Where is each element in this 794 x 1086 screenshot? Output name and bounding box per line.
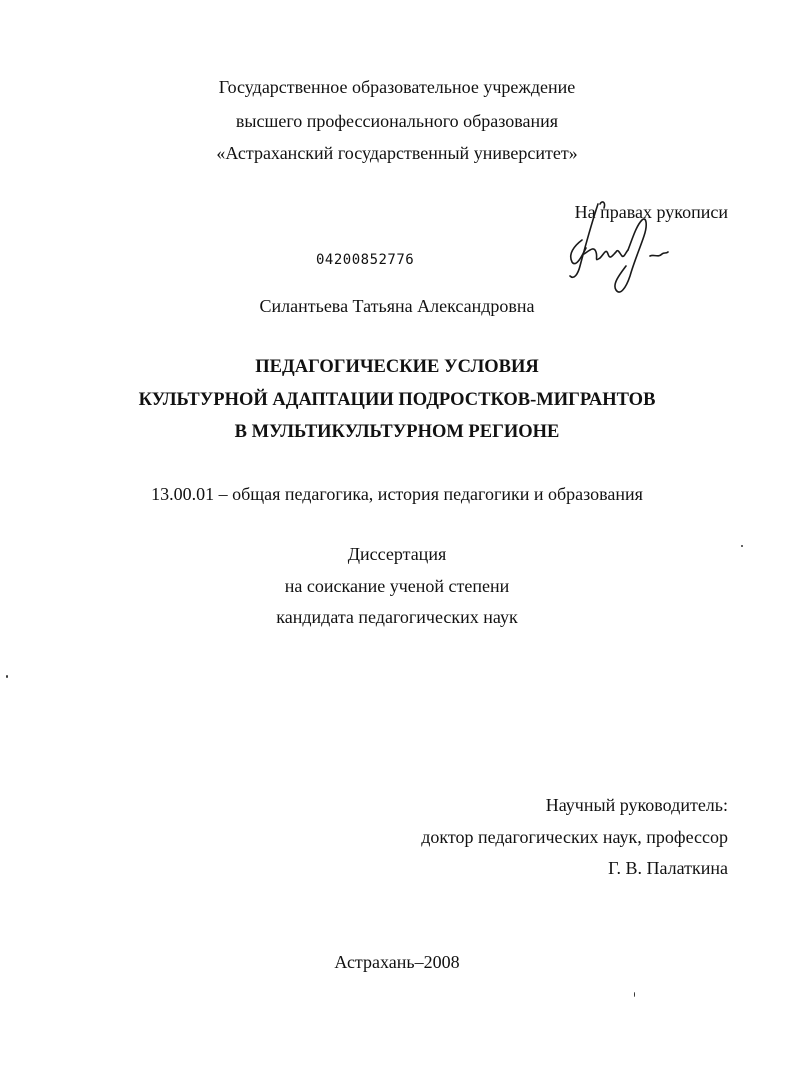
degree-line-3: кандидата педагогических наук: [276, 607, 518, 627]
institution-line-2: высшего профессионального образования: [235, 111, 559, 131]
place-and-year: Астрахань–2008: [334, 952, 460, 972]
degree-line-1: Диссертация: [347, 544, 447, 564]
supervisor-name: Г. В. Палаткина: [608, 858, 728, 878]
title-line-2: КУЛЬТУРНОЙ АДАПТАЦИИ ПОДРОСТКОВ-МИГРАНТОВ: [138, 390, 656, 410]
author-name: Силантьева Татьяна Александровна: [259, 296, 535, 316]
scan-speck: [6, 675, 8, 678]
institution-line-1: Государственное образовательное учреждение: [218, 77, 576, 97]
title-line-1: ПЕДАГОГИЧЕСКИЕ УСЛОВИЯ: [255, 357, 539, 377]
specialty-code: 13.00.01 – общая педагогика, история педагогики и образования: [151, 484, 643, 504]
degree-line-2: на соискание ученой степени: [284, 576, 510, 596]
institution-line-3: «Астраханский государственный университет»: [216, 143, 578, 163]
supervisor-label: Научный руководитель:: [545, 795, 728, 815]
scan-speck: [741, 545, 743, 547]
scan-speck: [634, 992, 635, 997]
supervisor-credentials: доктор педагогических наук, профессор: [421, 827, 728, 847]
manuscript-note: На правах рукописи: [574, 202, 728, 222]
signature: [560, 196, 680, 306]
catalog-number: 04200852776: [316, 252, 415, 268]
title-line-3: В МУЛЬТИКУЛЬТУРНОМ РЕГИОНЕ: [234, 422, 560, 442]
